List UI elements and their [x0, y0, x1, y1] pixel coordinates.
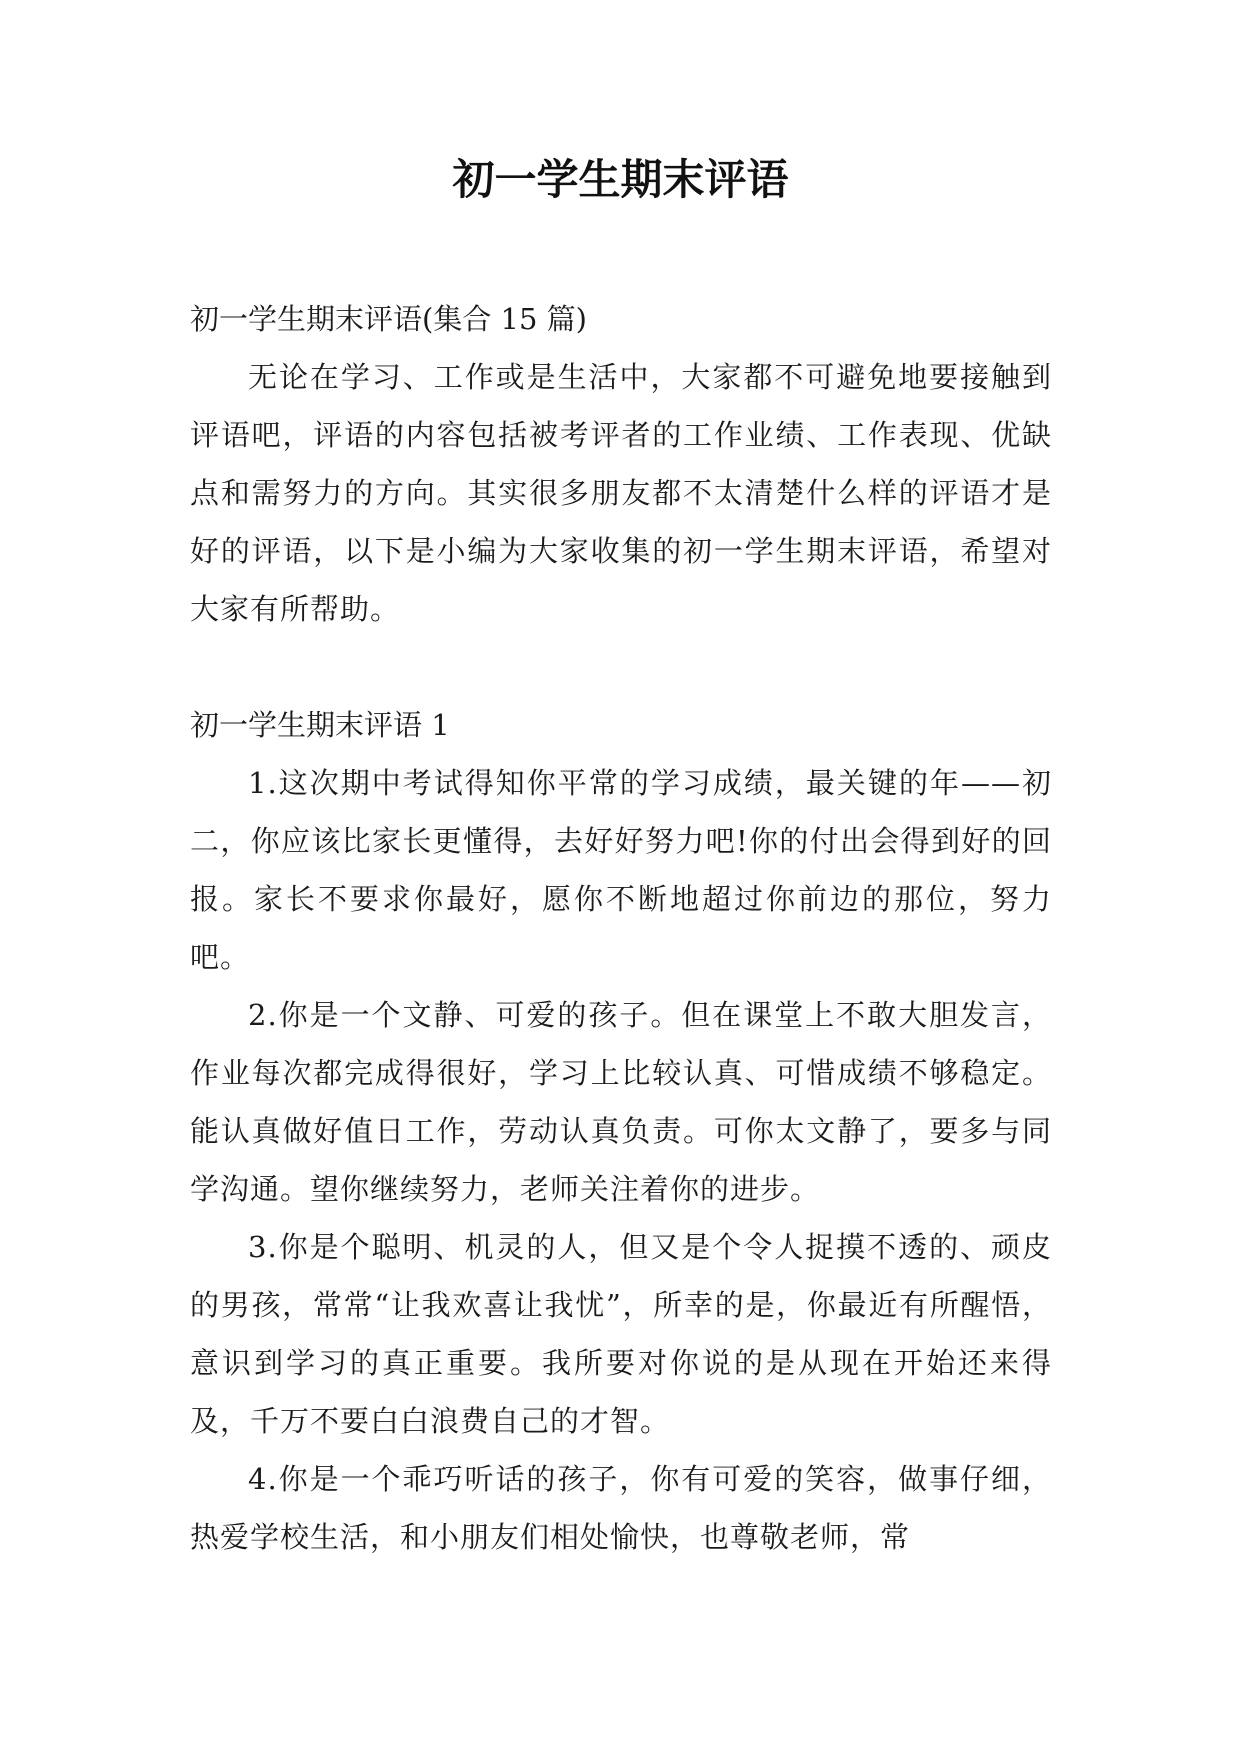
section-heading: 初一学生期末评语 1: [190, 708, 450, 742]
section-spacer: [190, 638, 1052, 696]
comment-item-4: 4.你是一个乖巧听话的孩子，你有可爱的笑容，做事仔细，热爱学校生活，和小朋友们相处愉快，也尊敬老师，常: [190, 1462, 1052, 1554]
intro-paragraph: 无论在学习、工作或是生活中，大家都不可避免地要接触到评语吧，评语的内容包括被考评者的工作业绩、工作表现、优缺点和需努力的方向。其实很多朋友都不太清楚什么样的评语才是好的评语，以下是小编为大家收集的初一学生期末评语，希望对大家有所帮助。: [190, 360, 1052, 626]
comment-item-1: 1.这次期中考试得知你平常的学习成绩，最关键的年——初二，你应该比家长更懂得，去好好努力吧!你的付出会得到好的回报。家长不要求你最好，愿你不断地超过你前边的那位，努力吧。: [190, 766, 1052, 974]
document-subtitle: 初一学生期末评语(集合 15 篇): [190, 302, 587, 336]
comment-item-3: 3.你是个聪明、机灵的人，但又是个令人捉摸不透的、顽皮的男孩，常常“让我欢喜让我忧”，所幸的是，你最近有所醒悟，意识到学习的真正重要。我所要对你说的是从现在开始还来得及，千万不要白白浪费自己的才智。: [190, 1230, 1052, 1438]
comment-item-2: 2.你是一个文静、可爱的孩子。但在课堂上不敢大胆发言，作业每次都完成得很好，学习上比较认真、可惜成绩不够稳定。能认真做好值日工作，劳动认真负责。可你太文静了，要多与同学沟通。望你继续努力，老师关注着你的进步。: [190, 998, 1052, 1206]
document-title: 初一学生期末评语: [452, 155, 789, 204]
document-body: [190, 290, 1052, 1566]
